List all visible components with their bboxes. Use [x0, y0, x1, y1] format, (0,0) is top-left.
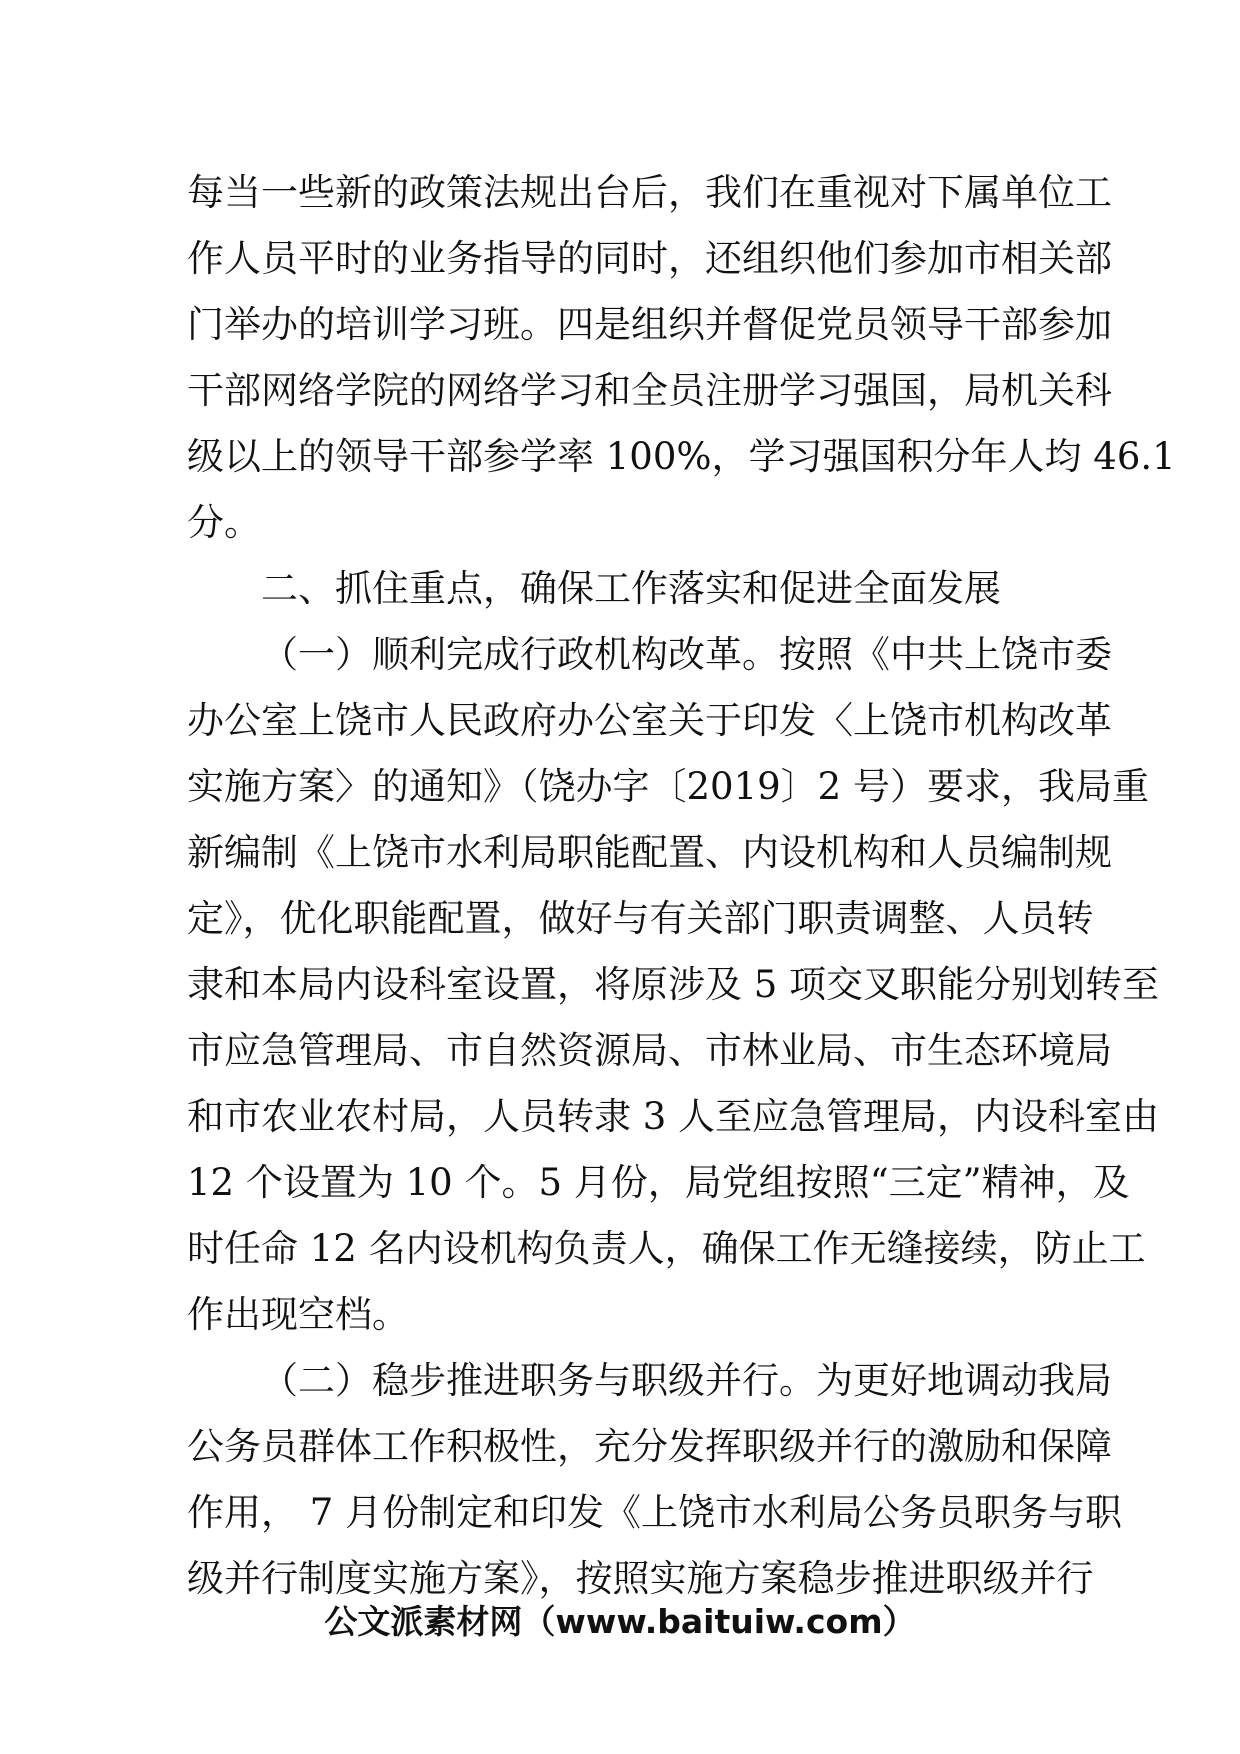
text-line: 定》，优化职能配置，做好与有关部门职责调整、人员转 — [187, 897, 1094, 940]
text-line: 作出现空档。 — [187, 1293, 409, 1336]
document-body — [187, 160, 1176, 1612]
text-line: 分。 — [187, 501, 261, 544]
footer-watermark: 公文派素材网（www.baituiw.com） — [324, 1602, 916, 1641]
text-line: 隶和本局内设科室设置，将原涉及 5 项交叉职能分别划转至 — [187, 963, 1160, 1006]
text-line: 门举办的培训学习班。四是组织并督促党员领导干部参加 — [187, 303, 1112, 346]
text-line: 和市农业农村局，人员转隶 3 人至应急管理局，内设科室由 — [187, 1095, 1160, 1138]
text-line: 12 个设置为 10 个。5 月份，局党组按照“三定”精神，及 — [187, 1161, 1130, 1204]
text-line: 实施方案〉的通知》（饶办字〔2019〕2 号）要求，我局重 — [187, 765, 1149, 808]
text-line: （一）顺利完成行政机构改革。按照《中共上饶市委 — [261, 633, 1112, 676]
text-line: 办公室上饶市人民政府办公室关于印发〈上饶市机构改革 — [187, 699, 1112, 742]
text-line: 每当一些新的政策法规出台后，我们在重视对下属单位工 — [187, 171, 1112, 214]
text-line: 公务员群体工作积极性，充分发挥职级并行的激励和保障 — [187, 1425, 1112, 1468]
text-line: 市应急管理局、市自然资源局、市林业局、市生态环境局 — [187, 1029, 1112, 1072]
section-heading: 二、抓住重点，确保工作落实和促进全面发展 — [261, 567, 1001, 610]
text-line: 级以上的领导干部参学率 100%，学习强国积分年人均 46.1 — [187, 435, 1176, 478]
text-line: 时任命 12 名内设机构负责人，确保工作无缝接续，防止工 — [187, 1227, 1146, 1270]
text-line: 作用， 7 月份制定和印发《上饶市水利局公务员职务与职 — [187, 1491, 1123, 1534]
text-line: 新编制《上饶市水利局职能配置、内设机构和人员编制规 — [187, 831, 1112, 874]
text-line: 干部网络学院的网络学习和全员注册学习强国，局机关科 — [187, 369, 1112, 412]
text-line: 级并行制度实施方案》，按照实施方案稳步推进职级并行 — [187, 1557, 1094, 1600]
text-line: （二）稳步推进职务与职级并行。为更好地调动我局 — [261, 1359, 1112, 1402]
text-line: 作人员平时的业务指导的同时，还组织他们参加市相关部 — [187, 237, 1112, 280]
